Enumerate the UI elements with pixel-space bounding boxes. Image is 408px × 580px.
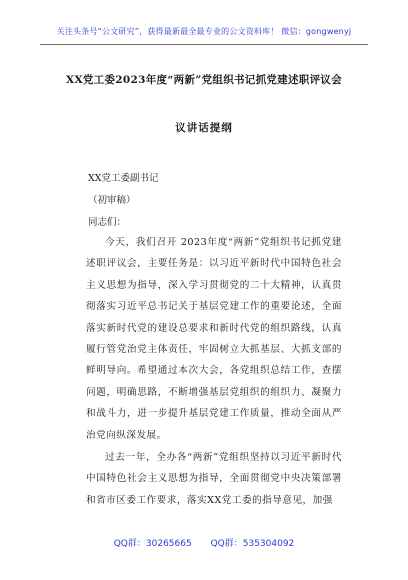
document-title: XX党工委2023年度“两新”党组织书记抓党建述职评议会 [66,74,342,86]
salutation: 同志们： [88,217,127,228]
footer-qq-group-1: QQ群：30265665 [113,539,192,549]
draft-note: （初审稿） [88,195,136,206]
header-divider [40,44,368,45]
header-notice: 关注头条号“公文研究”，获得最新最全最专业的公文资料库！ 微信：gongwenyj [56,27,352,36]
paragraph-2: 过去一年，全办各“两新”党组织坚持以习近平新时代中国特色社会主义思想为指导，全面贯彻党中央决策部署和省市区委工作要求，落实XX党工委的指导意见，加强 [86,452,342,506]
paragraph-1: 今天，我们召开 2023年度“两新”党组织书记抓党建述职评议会，主要任务是：以习近平新时代中国特色社会主义思想为指导，深入学习贯彻党的二十大精神，认真贯彻落实习近平总书记关于基层党建工作的重要论述，全面落实新时代党的建设总要求和新时代党的组织路线，认真履行管党治党主体责任，牢固树立大抓基层、大抓支部的鲜明导向。希望通过本次大会，各党组织总结工作，查摆问题，明确思路，不断增强基层党组织的组织力、凝聚力和战斗力，进一步提升基层党建工作质量，推动全面从严治党向纵深发展。 [86,237,342,441]
footer [0,536,408,549]
document-subtitle: 议讲话提纲 [175,122,233,134]
author-line: XX党工委副书记 [88,173,159,184]
footer-qq-group-2: QQ群：535304092 [210,539,295,549]
